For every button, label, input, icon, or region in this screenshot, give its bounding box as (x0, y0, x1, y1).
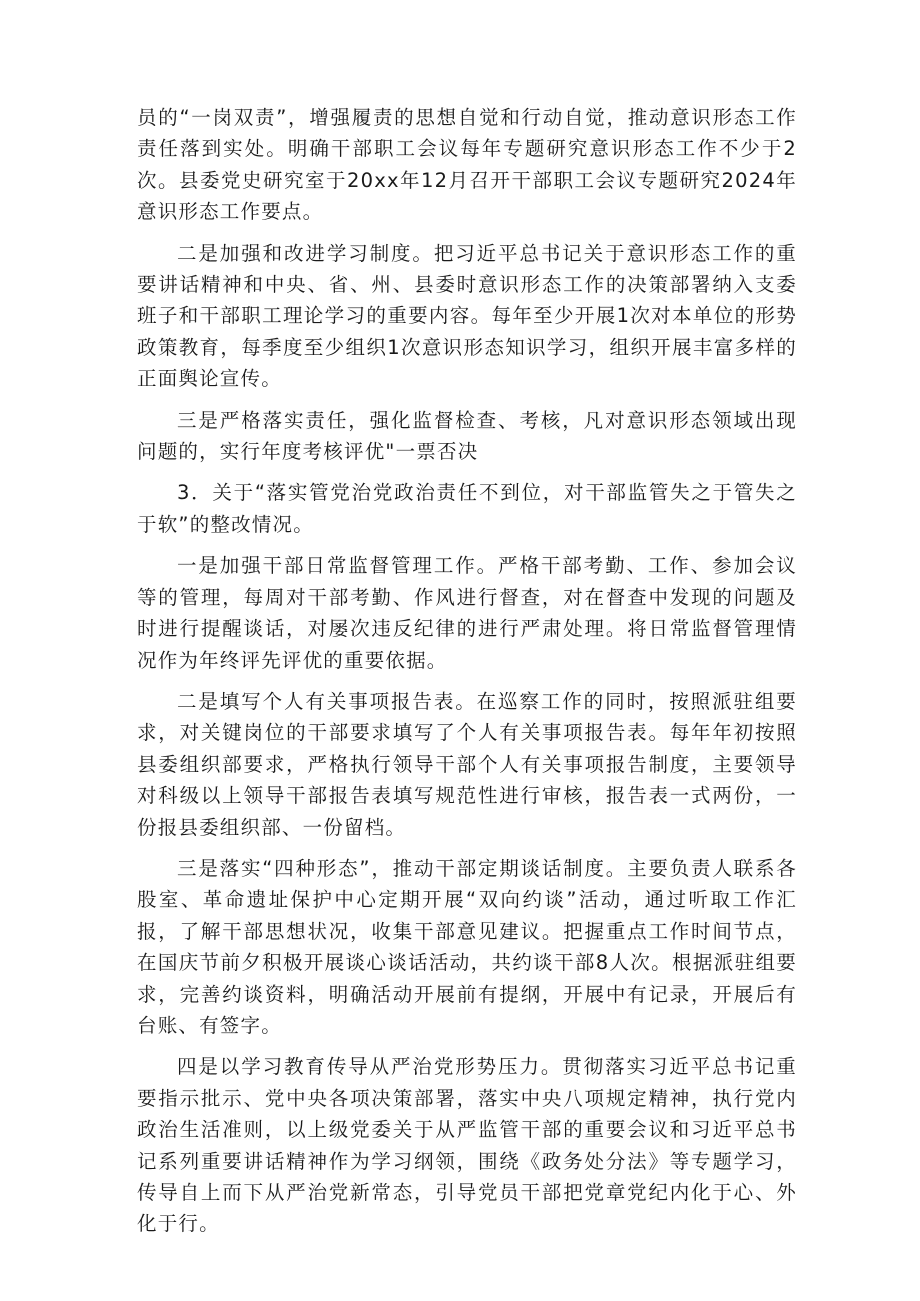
paragraph-four-forms: 三是落实“四种形态”，推动干部定期谈话制度。主要负责人联系各股室、革命遗址保护中心定期开展“双向约谈”活动，通过听取工作汇报，了解干部思想状况，收集干部意见建议。把握重点工作时间节点，在国庆节前夕积极开展谈心谈话活动，共约谈干部8人次。根据派驻组要求，完善约谈资料，明确活动开展前有提纲，开展中有记录，开展后有台账、有签字。 (137, 856, 797, 1037)
paragraph-personal-report: 二是填写个人有关事项报告表。在巡察工作的同时，按照派驻组要求，对关键岗位的干部要求填写了个人有关事项报告表。每年年初按照县委组织部要求，严格执行领导干部个人有关事项报告制度，主要领导对科级以上领导干部报告表填写规范性进行审核，报告表一式两份，一份报县委组织部、一份留档。 (137, 689, 797, 839)
document-body (137, 102, 797, 1250)
paragraph-daily-supervision: 一是加强干部日常监督管理工作。严格干部考勤、工作、参加会议等的管理，每周对干部考勤、作风进行督查，对在督查中发现的问题及时进行提醒谈话，对屡次违反纪律的进行严肃处理。将日常监督管理情况作为年终评先评优的重要依据。 (137, 554, 797, 672)
paragraph-study-education: 四是以学习教育传导从严治党形势压力。贯彻落实习近平总书记重要指示批示、党中央各项决策部署，落实中央八项规定精神，执行党内政治生活准则，以上级党委关于从严监管干部的重要会议和习近平总书记系列重要讲话精神作为学习纲领，围绕《政务处分法》等专题学习，传导自上而下从严治党新常态，引导党员干部把党章党纪内化于心、外化于行。 (137, 1055, 797, 1236)
paragraph-continuation: 员的“一岗双责”，增强履责的思想自觉和行动自觉，推动意识形态工作责任落到实处。明确干部职工会议每年专题研究意识形态工作不少于2次。县委党史研究室于20xx年12月召开干部职工会议专题研究2024年意识形态工作要点。 (137, 106, 797, 224)
paragraph-study-system: 二是加强和改进学习制度。把习近平总书记关于意识形态工作的重要讲话精神和中央、省、州、县委时意识形态工作的决策部署纳入支委班子和干部职工理论学习的重要内容。每年至少开展1次对本单位的形势政策教育，每季度至少组织1次意识形态知识学习，组织开展丰富多样的正面舆论宣传。 (137, 241, 797, 391)
paragraph-responsibility: 三是严格落实责任，强化监督检查、考核，凡对意识形态领域出现问题的，实行年度考核评优"一票否决 (137, 408, 797, 464)
section-heading-rectification: 3．关于“落实管党治党政治责任不到位，对干部监管失之于管失之于软”的整改情况。 (137, 481, 797, 536)
